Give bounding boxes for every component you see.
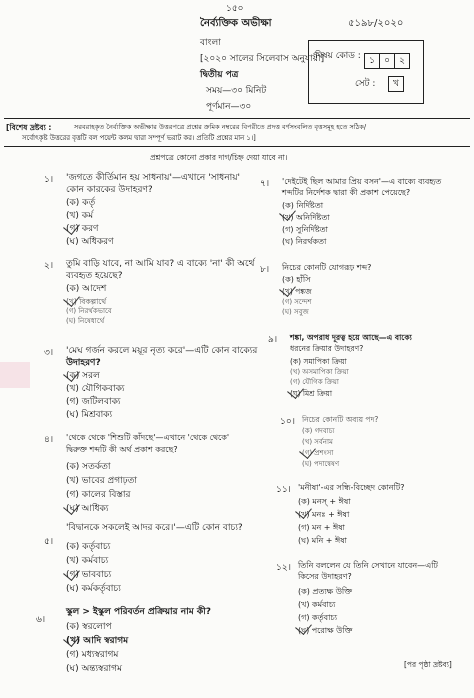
option-a[interactable]: (ক) সতর্কতা: [66, 462, 111, 472]
question-stem: তুমি বাড়ি যাবে, না আমি যাব? এ বাক্যে 'না' কী অর্থে: [66, 259, 255, 269]
question-3: [44, 345, 258, 425]
instruction-line-1: সরবরাহকৃত নৈর্ব্যক্তিক অভীক্ষার উত্তরপত্রে প্রশ্নের ক্রমিক নম্বরের বিপরীতে প্রদত্ত বর্ণসংবলিত বৃত্তসমূহ হতে সঠিক/: [74, 123, 367, 131]
question-4: [44, 432, 244, 522]
option-c[interactable]: (গ) সুনির্দিষ্টতা: [282, 225, 328, 234]
question-5: [44, 522, 244, 602]
set-value: খ: [388, 76, 404, 92]
question-stem: 'থেকে থেকে 'শিশুটি কাঁদছে'—এখানে 'থেকে থেকে': [66, 433, 230, 442]
subject-code-label: বিষয় কোড :: [315, 51, 361, 61]
scan-stain: [0, 362, 30, 388]
question-stem: স্কুল > ইস্কুল পরিবর্তন প্রক্রিয়ার নাম কী?: [66, 607, 211, 617]
page-number: ১৫০: [226, 4, 244, 14]
option-c[interactable]: (গ) কালের বিস্তার: [66, 490, 131, 500]
exam-code: ৫১৯৮/২০২০: [348, 18, 404, 29]
option-d[interactable]: (ঘ) পদান্বেষণ: [302, 460, 340, 468]
full-marks: পূর্ণমান—৩০: [206, 102, 252, 112]
option-c[interactable]: (গ) মন + ঈষা: [298, 523, 345, 532]
question-stem: ধরনের ক্রিয়ার উদাহরণ?: [290, 344, 364, 353]
option-d[interactable]: (ঘ) অধিকরণ: [66, 237, 114, 247]
option-b[interactable]: (খ) ভাবের প্রগাঢ়তা: [66, 476, 138, 486]
question-stem: 'বিদ্বানকে সকলেই আদর করে।'—এটি কোন বাচ্য?: [66, 523, 243, 533]
option-c[interactable]: (গ) মধ্যস্বরাগম: [66, 650, 119, 660]
question-number: ৬।: [36, 615, 46, 625]
option-b[interactable]: (খ) পঙ্কজ: [282, 287, 312, 296]
option-a[interactable]: (ক) নির্দিষ্টতা: [282, 201, 324, 210]
exam-time: সময়—৩০ মিনিট: [206, 86, 267, 96]
option-a[interactable]: (ক) কর্তৃবাচ্য: [66, 542, 111, 552]
option-c[interactable]: (গ) সন্দেশ: [282, 298, 312, 306]
question-2: [44, 258, 255, 338]
question-stem: শব্দটির নির্দেশক দ্বারা কী প্রকাশ পেয়েছে?: [282, 188, 411, 197]
option-d[interactable]: (ঘ) মনি + ঈষা: [298, 536, 347, 545]
question-7: [260, 176, 470, 256]
option-d[interactable]: (ঘ) সবুজ: [282, 308, 309, 316]
question-stem: ব্যবহৃত হয়েছে?: [66, 271, 123, 281]
question-number: ১২।: [276, 563, 291, 573]
subject-name: বাংলা: [200, 38, 221, 48]
syllabus-note: [২০২০ সালের সিলেবাস অনুযায়ী]: [200, 54, 325, 64]
option-b[interactable]: (খ) কর্মবাচ্য: [66, 556, 109, 566]
question-stem: শঙ্কা, অপরাধ দূরত্ব হয়ে আছে—এ বাক্যে: [290, 333, 412, 342]
subject-code-digit: ০: [379, 53, 395, 69]
option-a[interactable]: (ক) প্রত্যক্ষ উক্তি: [298, 587, 352, 596]
question-11: [276, 482, 466, 554]
option-a[interactable]: (ক) কর্তৃ: [66, 198, 96, 208]
option-d[interactable]: (ঘ) মিশ্র ক্রিয়া: [290, 389, 333, 398]
instruction-line-2: সর্বোৎকৃষ্ট উত্তরের বৃত্তটি বল পয়েন্ট কলম দ্বারা সম্পূর্ণ ভরাট কর। প্রতিটি প্রশ্নের মান ১।]: [22, 134, 256, 142]
option-d[interactable]: (ঘ) কর্মকর্তৃবাচ্য: [66, 584, 121, 594]
question-stem: নিচের কোনটি যোগরূঢ় শব্দ?: [282, 263, 372, 272]
question-number: ৯।: [268, 335, 278, 345]
question-9: [268, 332, 468, 412]
question-number: ৭।: [260, 179, 270, 189]
option-c[interactable]: (গ) জটিলবাক্য: [66, 397, 121, 407]
question-stem: উদাহরণ?: [66, 358, 101, 368]
question-number: ১।: [44, 175, 54, 185]
option-b[interactable]: (খ) অনির্দিষ্টতা: [282, 213, 330, 222]
option-c[interactable]: (গ) কর্তৃবাচ্য: [298, 613, 338, 622]
question-stem: কিসের উদাহরণ?: [298, 572, 352, 581]
question-number: ২।: [44, 261, 54, 271]
option-a[interactable]: (ক) স্বরলোপ: [66, 622, 112, 632]
question-number: ৮।: [260, 265, 270, 275]
option-b[interactable]: (খ) সর্বনাম: [302, 438, 333, 446]
option-d[interactable]: (ঘ) মিশ্রবাক্য: [66, 410, 113, 420]
question-stem: নিচের কোনটি অব্যয় পদ?: [302, 415, 379, 424]
option-c[interactable]: (গ) ভাববাচ্য: [66, 570, 112, 580]
question-12: [276, 560, 466, 640]
option-a[interactable]: (ক) সমাপিকা ক্রিয়া: [290, 357, 347, 366]
question-stem: 'দেইটেই ছিল আমার প্রিয় বসন'—এ বাক্যে ব্যবহৃত: [282, 177, 442, 186]
set-label: সেট :: [355, 79, 376, 89]
paper-name: দ্বিতীয় পত্র: [200, 70, 239, 80]
option-a[interactable]: (ক) মনস্ + ঈষা: [298, 497, 351, 506]
question-stem: 'জগতে কীর্তিমান হয় সাধনায়'—এখানে 'সাধনায়': [66, 173, 240, 183]
option-b[interactable]: (খ) আদি স্বরাগম: [66, 636, 129, 646]
option-b[interactable]: (খ) কর্ম: [66, 211, 94, 221]
option-b[interactable]: (খ) মনঃ + ঈষা: [298, 510, 350, 519]
option-b[interactable]: (খ) বিকল্পার্থে: [66, 297, 107, 306]
subject-code-digit: ২: [394, 53, 410, 69]
option-b[interactable]: (খ) যৌগিকবাক্য: [66, 384, 125, 394]
question-number: ৩।: [44, 348, 54, 358]
option-b[interactable]: (খ) অসমাপিকা ক্রিয়া: [290, 368, 349, 376]
divider: [4, 146, 470, 147]
question-6: [36, 606, 246, 694]
code-box: [308, 40, 424, 104]
footer-note: [পর পৃষ্ঠা দ্রষ্টব্য]: [404, 660, 452, 669]
subject-code-digit: ১: [364, 53, 380, 69]
option-a[interactable]: (ক) গদবাচ্য: [302, 427, 335, 435]
subject-code-cells: [365, 48, 410, 69]
question-stem: দ্বিরুক্ত শব্দটি কী অর্থ প্রকাশ করছে?: [66, 445, 178, 454]
question-stem: তিনি বললেন যে তিনি সেখানে যাবেন—এটি: [298, 561, 438, 570]
option-d[interactable]: (ঘ) আধিক্য: [66, 504, 109, 514]
question-stem: 'মেঘ গর্জন করলে ময়ূর নৃত্য করে'—এটি কোন বাক্যের: [66, 346, 258, 356]
instruction-label: [বিশেষ দ্রষ্টব্য :: [6, 123, 52, 132]
question-1: [44, 172, 244, 252]
option-c[interactable]: (গ) যৌগিক ক্রিয়া: [290, 378, 339, 386]
option-d[interactable]: (ঘ) পরোক্ষ উক্তি: [298, 626, 353, 635]
exam-type: নৈর্ব্যক্তিক অভীক্ষা: [200, 18, 272, 29]
option-a[interactable]: (ক) হাঁসি: [282, 275, 311, 284]
option-c[interactable]: (গ) প্রশংসা: [302, 449, 334, 457]
option-c[interactable]: (গ) করণ: [66, 224, 99, 234]
option-c[interactable]: (গ) নিরর্থকভাবে: [66, 307, 112, 315]
option-a[interactable]: (ক) সরল: [66, 371, 100, 381]
question-10: [280, 414, 470, 480]
question-number: ১১।: [276, 485, 291, 495]
option-d[interactable]: (ঘ) নিষেধার্থে: [66, 317, 105, 325]
option-d[interactable]: (ঘ) অন্ত্যস্বরাগম: [66, 664, 122, 674]
option-a[interactable]: (ক) আদেশ: [66, 284, 107, 294]
question-number: ৫।: [44, 537, 54, 547]
question-stem: 'মনীষা'-এর সন্ধি-বিচ্ছেদ কোনটি?: [298, 483, 405, 492]
option-d[interactable]: (ঘ) নিরর্থকতা: [282, 237, 327, 246]
instruction-line-3: প্রশ্নপত্রে কোনো প্রকার দাগ/চিহ্ন দেয়া যাবে না।: [150, 153, 288, 162]
question-stem: কোন কারকের উদাহরণ?: [66, 185, 153, 195]
question-number: ১০।: [280, 417, 295, 427]
option-b[interactable]: (খ) কর্মবাচ্য: [298, 600, 336, 609]
question-8: [260, 262, 470, 328]
divider: [4, 118, 470, 119]
question-number: ৪।: [44, 435, 54, 445]
